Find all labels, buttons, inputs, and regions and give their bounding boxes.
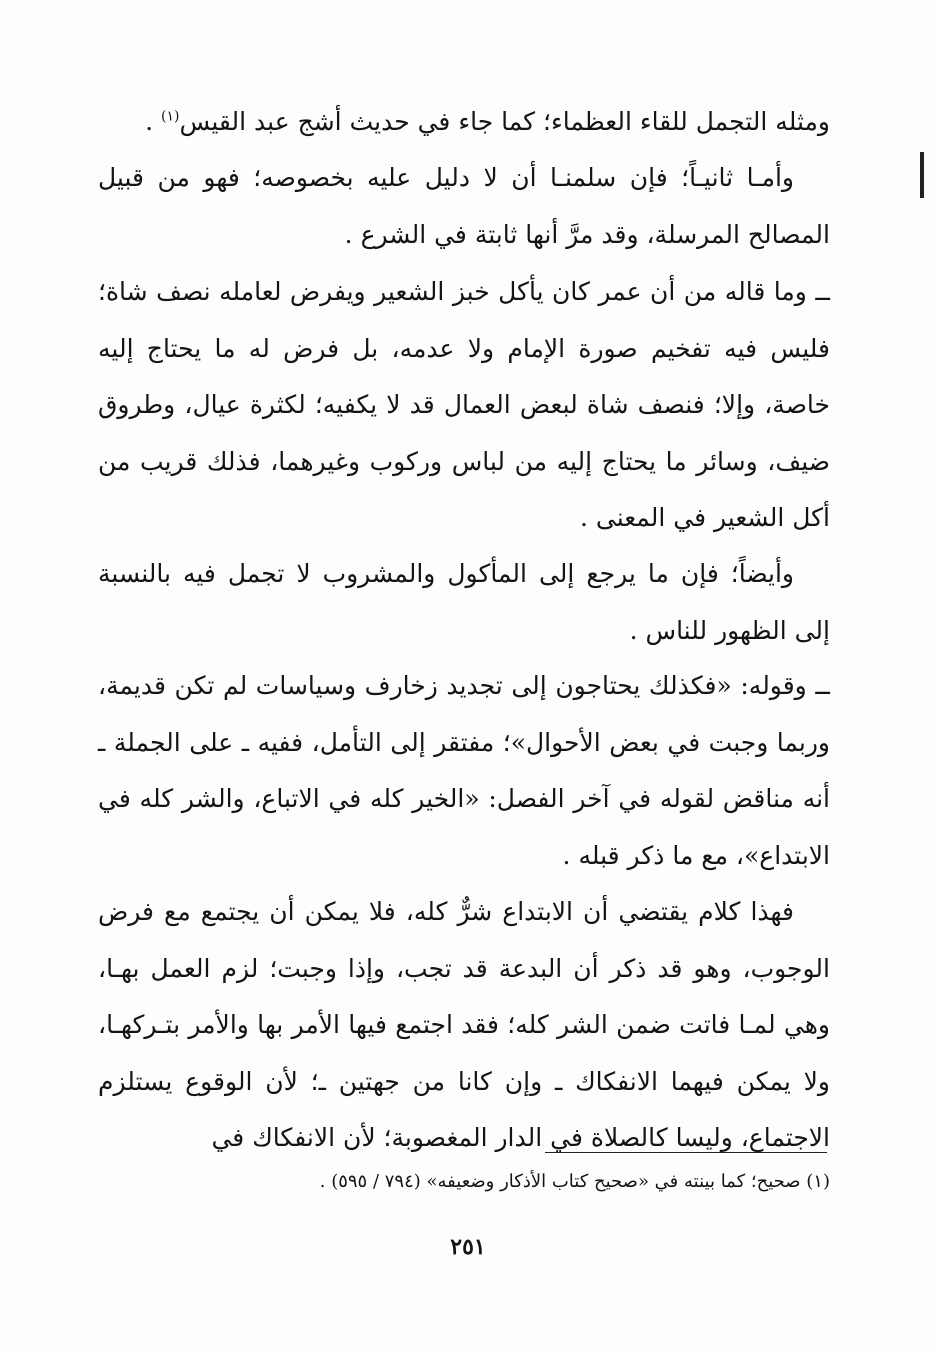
- paragraph-1-tail: .: [145, 107, 162, 136]
- paragraph-2-block: [98, 150, 830, 263]
- paragraph-3-block: [98, 264, 830, 547]
- main-text: [98, 94, 830, 151]
- footnote-reference[interactable]: (١): [161, 108, 180, 125]
- footnote-divider: [545, 1152, 827, 1153]
- paragraph-3: ــ وما قاله من أن عمر كان يأكل خبز الشعير ويفرض لعامله نصف شاة؛ فليس فيه تفخيم صورة الإمام ولا عدمه، بل فرض له ما يحتاج إليه خاصة، وإلا؛ فنصف شاة لبعض العمال قد لا يكفيه؛ لكثرة عيال، وطروق ضيف، وسائر ما يحتاج إليه من لباس وركوب وغيرهما، فذلك قريب من أكل الشعير في المعنى .: [98, 277, 830, 532]
- paragraph-4-block: [98, 546, 830, 659]
- paragraph-5-block: [98, 658, 830, 884]
- paragraph-5: ــ وقوله: «فكذلك يحتاجون إلى تجديد زخارف وسياسات لم تكن قديمة، وربما وجبت في بعض الأحوال»؛ مفتقر إلى التأمل، ففيه ـ على الجملة ـ أنه مناقض لقوله في آخر الفصل: «الخير كله في الاتباع، والشر كله في الابتداع»، مع ما ذكر قبله .: [98, 671, 830, 870]
- footnote: (١) صحيح؛ كما بينته في «صحيح كتاب الأذكار وضعيفه» (٧٩٤ / ٥٩٥) .: [319, 1171, 830, 1192]
- paragraph-6: فهذا كلام يقتضي أن الابتداع شرٌّ كله، فلا يمكن أن يجتمع مع فرض الوجوب، وهو قد ذكر أن البدعة قد تجب، وإذا وجبت؛ لزم العمل بهـا، وهي لمـا فاتت ضمن الشر كله؛ فقد اجتمع فيها الأمر بها والأمر بتـركهـا، ولا يمكن فيهما الانفكاك ـ وإن كانا من جهتين ـ؛ لأن الوقوع يستلزم الاجتماع، وليسا كالصلاة في الدار المغصوبة؛ لأن الانفكاك في: [98, 897, 830, 1152]
- page-number: ٢٥١: [450, 1234, 486, 1260]
- paragraph-6-block: [98, 884, 830, 1167]
- paragraph-4: وأيضاً؛ فإن ما يرجع إلى المأكول والمشروب لا تجمل فيه بالنسبة إلى الظهور للناس .: [98, 559, 830, 645]
- paragraph-1: [98, 94, 830, 151]
- margin-mark: [920, 152, 924, 198]
- paragraph-2: وأمـا ثانيـاً؛ فإن سلمنـا أن لا دليل عليه بخصوصه؛ فهو من قبيل المصالح المرسلة، وقد مرَّ أنها ثابتة في الشرع .: [98, 163, 830, 249]
- paragraph-1-text: ومثله التجمل للقاء العظماء؛ كما جاء في حديث أشج عبد القيس: [179, 107, 830, 136]
